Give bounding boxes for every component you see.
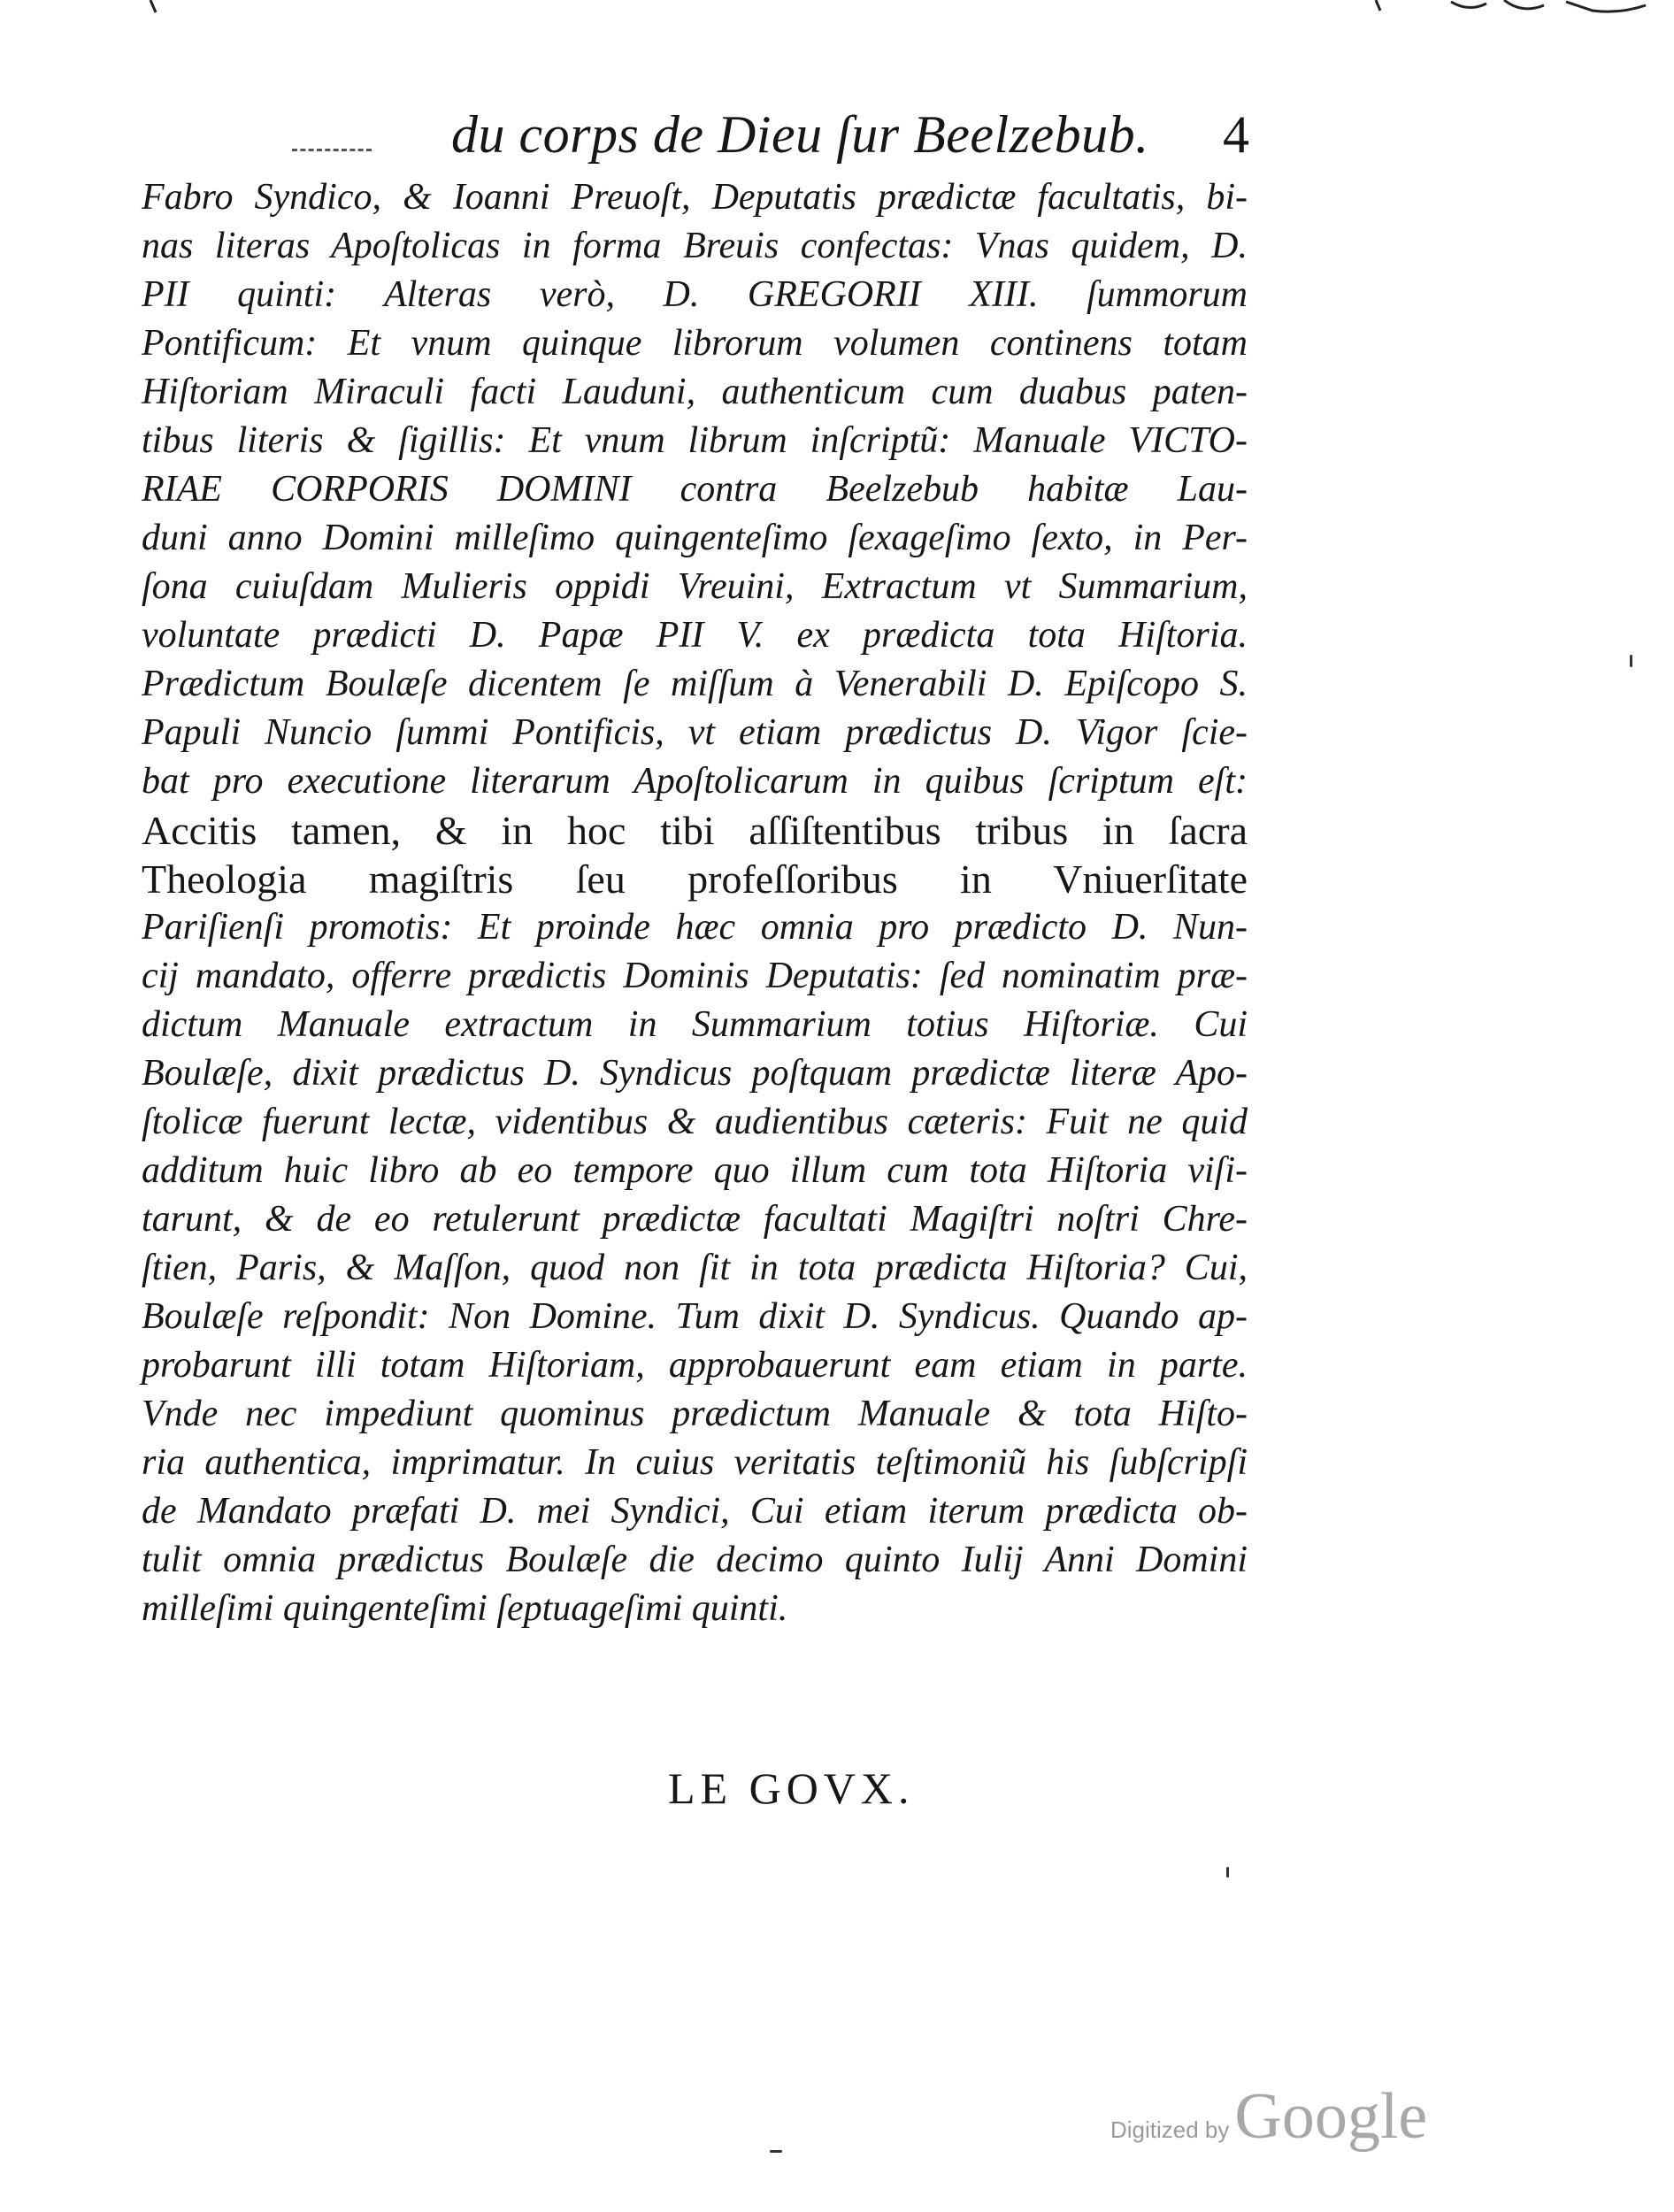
- signature: LE GOVX.: [668, 1763, 915, 1813]
- text-line: Theologia magiſtris ſeu profeſſoribus in Vniuerſitate: [142, 856, 1248, 902]
- page-header: [451, 99, 1248, 170]
- text-line: dictum Manuale extractum in Summarium totius Hiſtoriæ. Cui: [142, 1004, 1248, 1045]
- text-line: milleſimi quingenteſimi ſeptuageſimi quinti.: [142, 1588, 788, 1629]
- text-line: tulit omnia prædictus Boulæſe die decimo quinto Iulij Anni Domini: [142, 1540, 1248, 1580]
- text-line: tarunt, & de eo retulerunt prædictæ facultati Magiſtri noſtri Chre-: [142, 1199, 1248, 1240]
- text-line: probarunt illi totam Hiſtoriam, approbauerunt eam etiam in parte.: [142, 1345, 1248, 1386]
- page-number: 4: [1223, 105, 1249, 164]
- running-title: du corps de Dieu ſur Beelzebub.: [451, 105, 1149, 164]
- text-line: Accitis tamen, & in hoc tibi aſſiſtentibus tribus in ſacra: [142, 808, 1248, 853]
- scan-speck: [1226, 1867, 1229, 1878]
- text-line: ſtolicæ fuerunt lectæ, videntibus & audientibus cæteris: Fuit ne quid: [142, 1102, 1248, 1142]
- digitized-label: Digitized by: [1110, 2116, 1230, 2143]
- text-line: ſona cuiuſdam Mulieris oppidi Vreuini, Extractum vt Summarium,: [142, 566, 1248, 607]
- scan-speck: [1630, 655, 1632, 667]
- text-line: Boulæſe reſpondit: Non Domine. Tum dixit D. Syndicus. Quando ap-: [142, 1296, 1248, 1337]
- text-line: tibus literis & ſigillis: Et vnum librum inſcriptũ: Manuale VICTO-: [142, 420, 1248, 461]
- text-line: ria authentica, imprimatur. In cuius veritatis teſtimoniũ his ſubſcripſi: [142, 1442, 1248, 1483]
- text-line: Boulæſe, dixit prædictus D. Syndicus poſtquam prædictæ literæ Apo-: [142, 1053, 1248, 1094]
- text-line: cij mandato, offerre prædictis Dominis Deputatis: ſed nominatim præ-: [142, 956, 1248, 996]
- text-line: nas literas Apoſtolicas in forma Breuis confectas: Vnas quidem, D.: [142, 226, 1248, 266]
- text-line: Prædictum Boulæſe dicentem ſe miſſum à Venerabili D. Epiſcopo S.: [142, 664, 1248, 704]
- text-line: duni anno Domini milleſimo quingenteſimo ſexageſimo ſexto, in Per-: [142, 518, 1248, 558]
- text-line: Pariſienſi promotis: Et proinde hæc omnia pro prædicto D. Nun-: [142, 907, 1248, 948]
- google-logo: Google: [1234, 2080, 1428, 2153]
- header-rule: [292, 149, 372, 151]
- text-line: Papuli Nuncio ſummi Pontificis, vt etiam prædictus D. Vigor ſcie-: [142, 712, 1248, 753]
- text-line: ſtien, Paris, & Maſſon, quod non ſit in tota prædicta Hiſtoria? Cui,: [142, 1248, 1248, 1288]
- text-line: de Mandato præfati D. mei Syndici, Cui etiam iterum prædicta ob-: [142, 1491, 1248, 1532]
- text-line: Fabro Syndico, & Ioanni Preuoſt, Deputatis prædictæ facultatis, bi-: [142, 177, 1248, 218]
- digitized-watermark: [1110, 2079, 1428, 2153]
- scan-speck: [770, 2150, 782, 2153]
- text-line: PII quinti: Alteras verò, D. GREGORII XIII. ſummorum: [142, 274, 1248, 315]
- text-line: bat pro executione literarum Apoſtolicarum in quibus ſcriptum eſt:: [142, 761, 1248, 802]
- text-line: Hiſtoriam Miraculi facti Lauduni, authenticum cum duabus paten-: [142, 372, 1248, 412]
- text-line: voluntate prædicti D. Papæ PII V. ex prædicta tota Hiſtoria.: [142, 615, 1248, 656]
- body-text: [142, 173, 1248, 1633]
- text-line: Vnde nec impediunt quominus prædictum Manuale & tota Hiſto-: [142, 1394, 1248, 1434]
- top-edge-marks: [0, 0, 1674, 18]
- text-line: additum huic libro ab eo tempore quo illum cum tota Hiſtoria viſi-: [142, 1150, 1248, 1191]
- text-line: Pontificum: Et vnum quinque librorum volumen continens totam: [142, 323, 1248, 364]
- text-line: RIAE CORPORIS DOMINI contra Beelzebub habitæ Lau-: [142, 469, 1248, 510]
